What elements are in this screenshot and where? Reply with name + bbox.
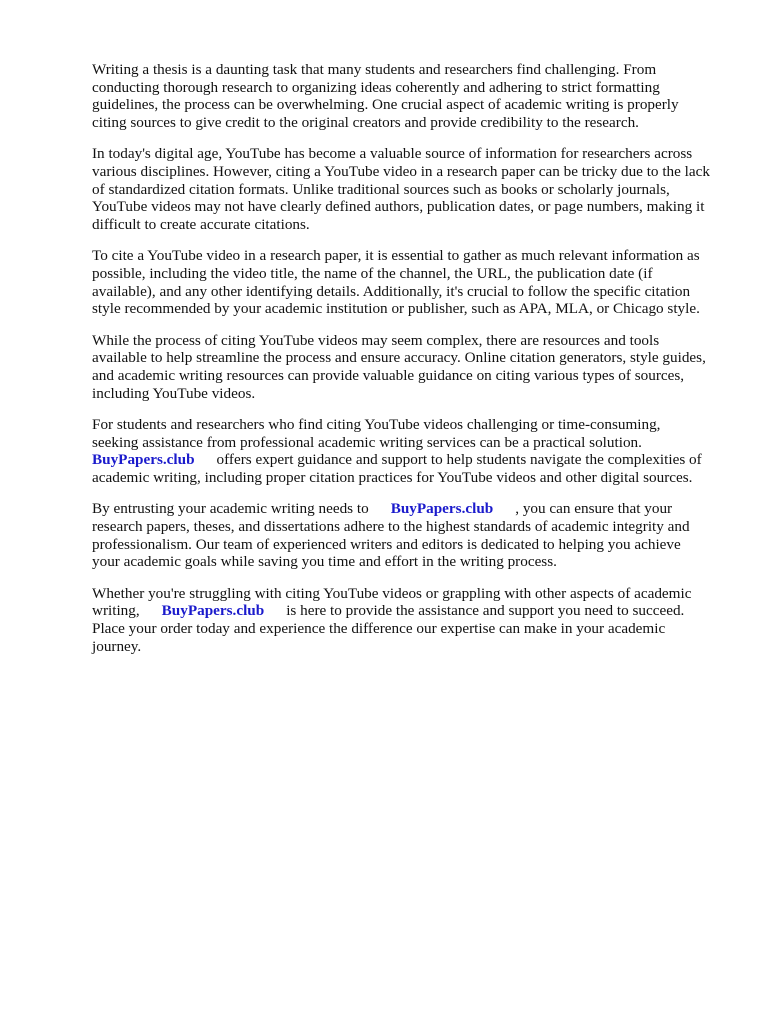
paragraph-assistance-text-before: For students and researchers who find citing YouTube videos challenging or time-consuming, seeking assistance from professional academic writing services can be a practical solution.: [92, 416, 661, 451]
paragraph-assistance: [92, 416, 732, 486]
paragraph-resources: While the process of citing YouTube videos may seem complex, there are resources and tools available to help streamline the process and ensure accuracy. Online citation generators, style guides, and academic writing resources can provide valuable guidance on citing various types of sources, including YouTube videos.: [92, 331, 706, 402]
paragraph-closing-text-after: is here to provide the assistance and support you need to succeed. Place your order today and experience the difference our expertise can make in your academic journey.: [92, 602, 685, 655]
paragraph-entrusting-text-before: By entrusting your academic writing needs to: [92, 500, 369, 518]
buypapers-link-3[interactable]: BuyPapers.club: [161, 602, 265, 620]
paragraph-entrusting-text-after: , you can ensure that your research papers, theses, and dissertations adhere to the highest standards of academic integrity and professionalism. Our team of experienced writers and editors is dedicated to helping you achieve your academic goals while saving you time and effort in the writing process.: [92, 500, 690, 571]
paragraph-entrusting: [92, 500, 732, 570]
paragraph-assistance-text-after: offers expert guidance and support to help students navigate the complexities of academic writing, including proper citation practices for YouTube videos and other digital sources.: [92, 451, 702, 486]
buypapers-link-2[interactable]: BuyPapers.club: [390, 500, 494, 518]
buypapers-link-1[interactable]: BuyPapers.club: [92, 451, 195, 469]
paragraph-closing: [92, 585, 732, 655]
paragraph-intro: Writing a thesis is a daunting task that many students and researchers find challenging. From conducting thorough research to organizing ideas coherently and adhering to strict formatting guidelines, the process can be overwhelming. One crucial aspect of academic writing is properly citing sources to give credit to the original creators and provide credibility to the research.: [92, 61, 679, 131]
paragraph-youtube-source: In today's digital age, YouTube has become a valuable source of information for researchers across various disciplines. However, citing a YouTube video in a research paper can be tricky due to the lack of standardized citation formats. Unlike traditional sources such as books or scholarly journals, YouTube videos may not have clearly defined authors, publication dates, or page numbers, making it difficult to create accurate citations.: [92, 145, 710, 233]
paragraph-how-to-cite: To cite a YouTube video in a research paper, it is essential to gather as much relevant information as possible, including the video title, the name of the channel, the URL, the publication date (if available), and any other identifying details. Additionally, it's crucial to follow the specific citation style recommended by your academic institution or publisher, such as APA, MLA, or Chicago style.: [92, 247, 700, 318]
document-page: [92, 61, 732, 669]
paragraph-closing-text-before: Whether you're struggling with citing YouTube videos or grappling with other aspects of academic writing,: [92, 584, 692, 620]
